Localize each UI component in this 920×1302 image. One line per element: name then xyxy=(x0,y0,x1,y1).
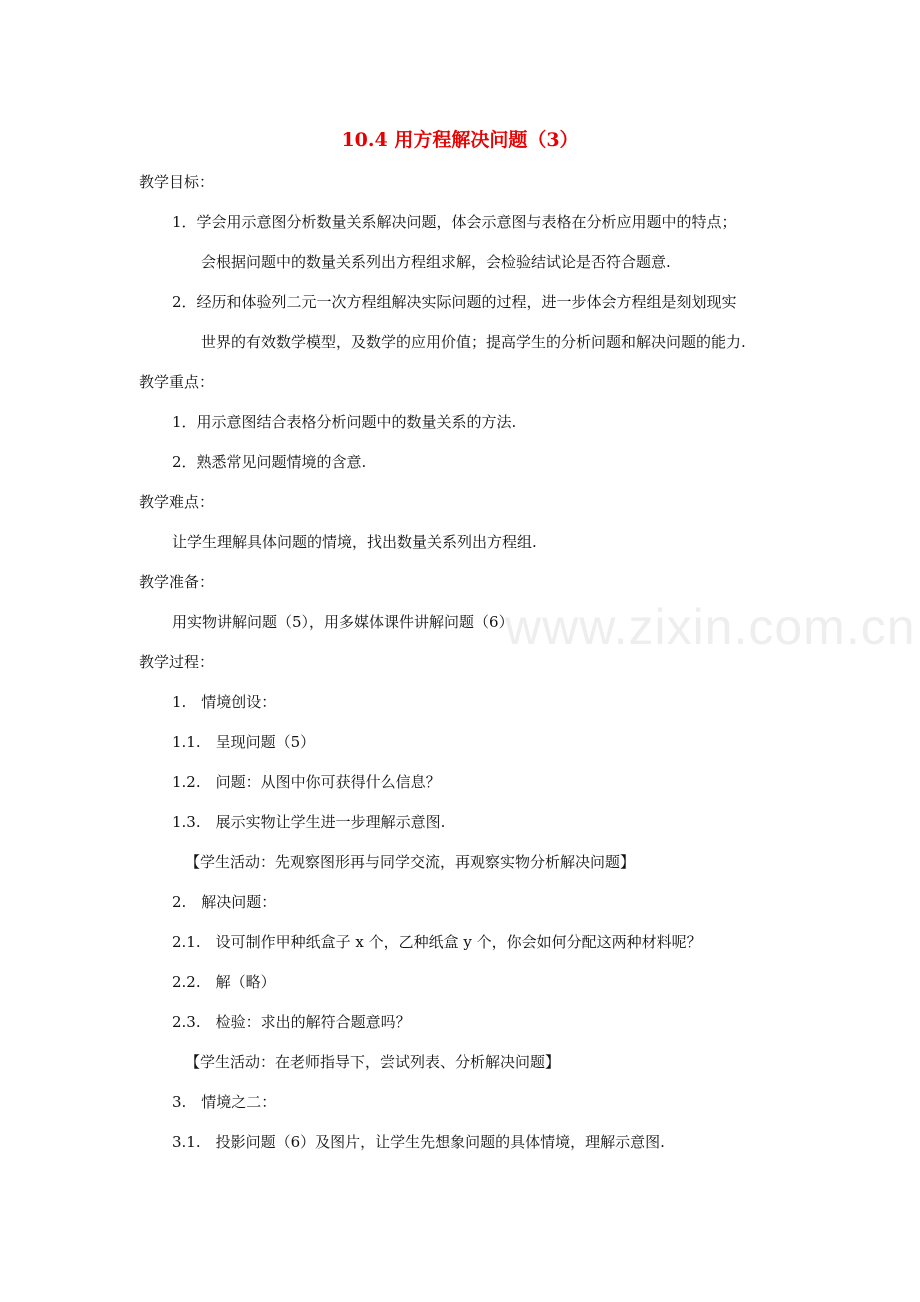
process-step-1-1: 1.1. 呈现问题（5） xyxy=(172,733,316,751)
process-heading: 教学过程： xyxy=(139,653,215,671)
watermark: www.zixin.com.cn xyxy=(505,599,916,655)
difficulty-1: 让学生理解具体问题的情境，找出数量关系列出方程组. xyxy=(172,533,537,551)
preparation-heading: 教学准备： xyxy=(139,573,215,591)
student-activity-2: 【学生活动：在老师指导下，尝试列表、分析解决问题】 xyxy=(185,1053,561,1071)
process-step-1-2: 1.2. 问题：从图中你可获得什么信息？ xyxy=(172,773,441,791)
page-title: 10.4 用方程解决问题（3） xyxy=(341,129,579,151)
process-step-1-3: 1.3. 展示实物让学生进一步理解示意图. xyxy=(172,813,446,831)
process-step-3: 3. 情境之二： xyxy=(172,1093,277,1111)
process-step-2-3: 2.3. 检验：求出的解符合题意吗？ xyxy=(172,1013,411,1031)
process-step-3-1: 3.1. 投影问题（6）及图片，让学生先想象问题的具体情境，理解示意图. xyxy=(172,1133,665,1151)
objective-2-line-1: 2．经历和体验列二元一次方程组解决实际问题的过程，进一步体会方程组是刻划现实 xyxy=(172,293,737,311)
process-step-2: 2. 解决问题： xyxy=(172,893,277,911)
objective-1-line-1: 1．学会用示意图分析数量关系解决问题，体会示意图与表格在分析应用题中的特点； xyxy=(172,213,737,231)
key-point-2: 2．熟悉常见问题情境的含意. xyxy=(172,453,367,471)
key-point-1: 1．用示意图结合表格分析问题中的数量关系的方法. xyxy=(172,413,517,431)
key-points-heading: 教学重点： xyxy=(139,373,215,391)
process-step-2-2: 2.2. 解（略） xyxy=(172,973,276,991)
objectives-heading: 教学目标： xyxy=(139,173,215,191)
process-step-2-1: 2.1. 设可制作甲种纸盒子 x 个，乙种纸盒 y 个，你会如何分配这两种材料呢？ xyxy=(172,933,702,951)
objective-1-line-2: 会根据问题中的数量关系列出方程组求解，会检验结试论是否符合题意. xyxy=(201,253,671,271)
difficulties-heading: 教学难点： xyxy=(139,493,215,511)
student-activity-1: 【学生活动：先观察图形再与同学交流，再观察实物分析解决问题】 xyxy=(185,853,636,871)
process-step-1: 1. 情境创设： xyxy=(172,693,277,711)
objective-2-line-2: 世界的有效数学模型，及数学的应用价值；提高学生的分析问题和解决问题的能力. xyxy=(201,333,746,351)
preparation-1: 用实物讲解问题（5），用多媒体课件讲解问题（6） xyxy=(172,613,514,631)
